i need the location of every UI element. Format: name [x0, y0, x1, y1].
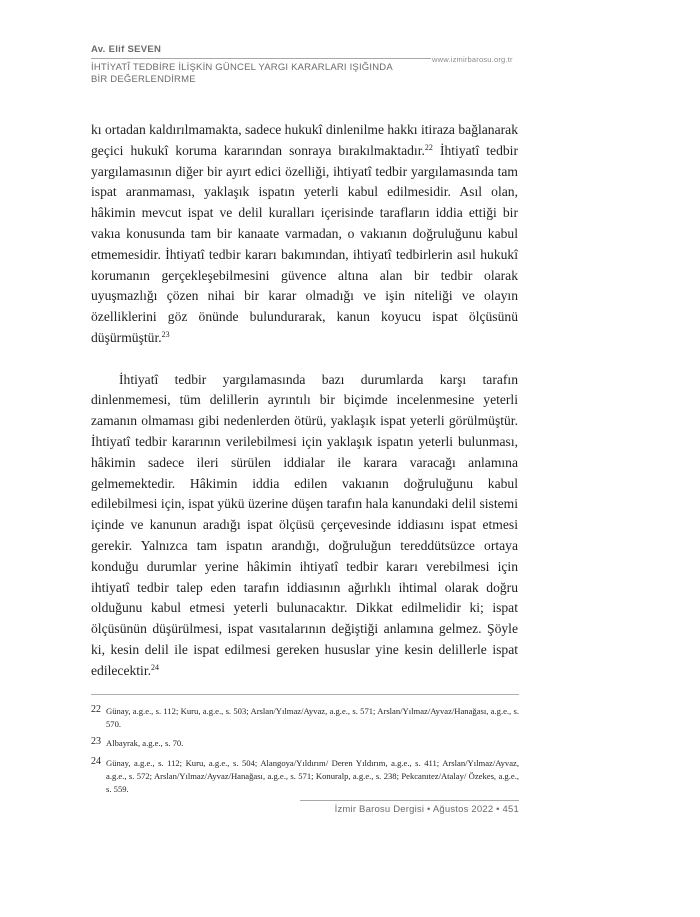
footnote-ref-24[interactable]: 24 — [151, 662, 160, 672]
footnote-number: 24 — [91, 755, 101, 767]
footnote-24 — [91, 757, 519, 797]
footnote-number: 22 — [91, 704, 101, 715]
paragraph-2 — [91, 370, 518, 682]
footnote-text: Günay, a.g.e., s. 112; Kuru, a.g.e., s. 504; Alangoya/Yıldırım/ Deren Yıldırım, a.g.e., s. 411; Arslan/Yılmaz/Ayvaz, a.g.e., s. 572; Arslan/Yılmaz/Ayvaz/Hanağası, a.g.e., s. 571; Konuralp, a.g.e., s. 238; Pekcanıtez/Atalay/ Özekes, a.g.e., s. 559. — [106, 757, 519, 795]
article-title-line-1: İHTİYATÎ TEDBİRE İLİŞKİN GÜNCEL YARGI KARARLARI IŞIĞINDA — [91, 62, 393, 73]
footnote-23 — [91, 737, 519, 750]
website-link[interactable]: www.izmirbarosu.org.tr — [432, 55, 513, 64]
journal-footer: İzmir Barosu Dergisi • Ağustos 2022 • 451 — [334, 804, 519, 815]
footnote-ref-23[interactable]: 23 — [161, 329, 170, 339]
footnote-number: 23 — [91, 736, 101, 748]
footnote-ref-22[interactable]: 22 — [424, 142, 433, 152]
footnote-text: Günay, a.g.e., s. 112; Kuru, a.g.e., s. 503; Arslan/Yılmaz/Ayvaz, a.g.e., s. 571; Arslan/Yılmaz/Ayvaz/Hanağası, a.g.e., s. 570. — [106, 706, 519, 730]
author-name: Av. Elif SEVEN — [91, 44, 162, 55]
header-divider — [91, 58, 431, 59]
paragraph-1-text: kı ortadan kaldırılmamakta, sadece hukukî dinlenilme hakkı itiraza bağlanarak geçici hukukî koruma kararından sonraya bırakılmaktadır. — [91, 122, 518, 158]
paragraph-1 — [91, 120, 518, 349]
article-title — [91, 62, 411, 86]
paragraph-2-text: İhtiyatî tedbir yargılamasında bazı durumlarda karşı tarafın dinlenmemesi, tüm delillerin ayrıntılı bir biçimde incelenmesine yeterli zamanın olmaması gibi nedenlerden ötürü, yaklaşık ispat yeterli görülmüştür. İhtiyatî tedbir kararının verilebilmesi için yaklaşık ispatın yeterli bulunması, hâkimin sadece ileri sürülen iddialar ile karara varacağı anlamına gelmemektedir. Hâkimin iddia edilen vakıanın doğruluğunu kabul edilebilmesi için, ispat yükü üzerine düşen tarafın hala kanundaki delil sistemi içinde ve kanunun aradığı ispat ölçüsü çerçevesinde iddiasını ispat etmesi gerekir. Yalnızca tam ispatın arandığı, doğruluğun tereddütsüzce ortaya konduğu durumlar yerine hâkimin ihtiyatî tedbir kararı verebilmesi için ihtiyatî tedbir talep eden tarafın iddiasının ağırlıklı ihtimal olarak doğru olduğunu kabul etmesi yeterli bulunacaktır. Dikkat edilmelidir ki; ispat ölçüsünün düşürülmesi, ispat vasıtalarının değiştiği anlamına gelmez. Şöyle ki, kesin delil ile ispat edilmesi gereken hususlar yine kesin delillerle ispat edilecektir. — [91, 371, 518, 678]
footnote-text: Albayrak, a.g.e., s. 70. — [106, 738, 184, 749]
article-title-line-2: BİR DEĞERLENDİRME — [91, 74, 196, 85]
footer-divider — [300, 800, 519, 801]
footnotes — [91, 705, 519, 802]
article-body — [91, 120, 518, 682]
paragraph-1b-text: İhtiyatî tedbir yargılamasının diğer bir ayırt edici özelliği, ihtiyatî tedbir yargılamasında tam ispat aranmaması, yaklaşık ispatın yeterli kabul edilmesidir. Asıl olan, hâkimin mevcut ispat ve delil kuralları içerisinde tarafların iddia ettiği bir vakıa konusunda tam bir kanaate varmadan, o vakıanın doğruluğunu kabul etmemesidir. İhtiyatî tedbir kararı bakımından, ihtiyatî tedbirlerin asıl hukukî korumanın gerçekleşebilmesini güvence altına alan bir tedbir olarak uyuşmazlığı çözen nihai bir karar olmadığı ve işin niteliği ve olayın özelliklerini göz önünde bulundurarak, kanun koyucu ispat ölçüsünü düşürmüştür. — [91, 142, 518, 345]
footnote-22 — [91, 705, 519, 731]
footnote-divider — [91, 694, 519, 695]
